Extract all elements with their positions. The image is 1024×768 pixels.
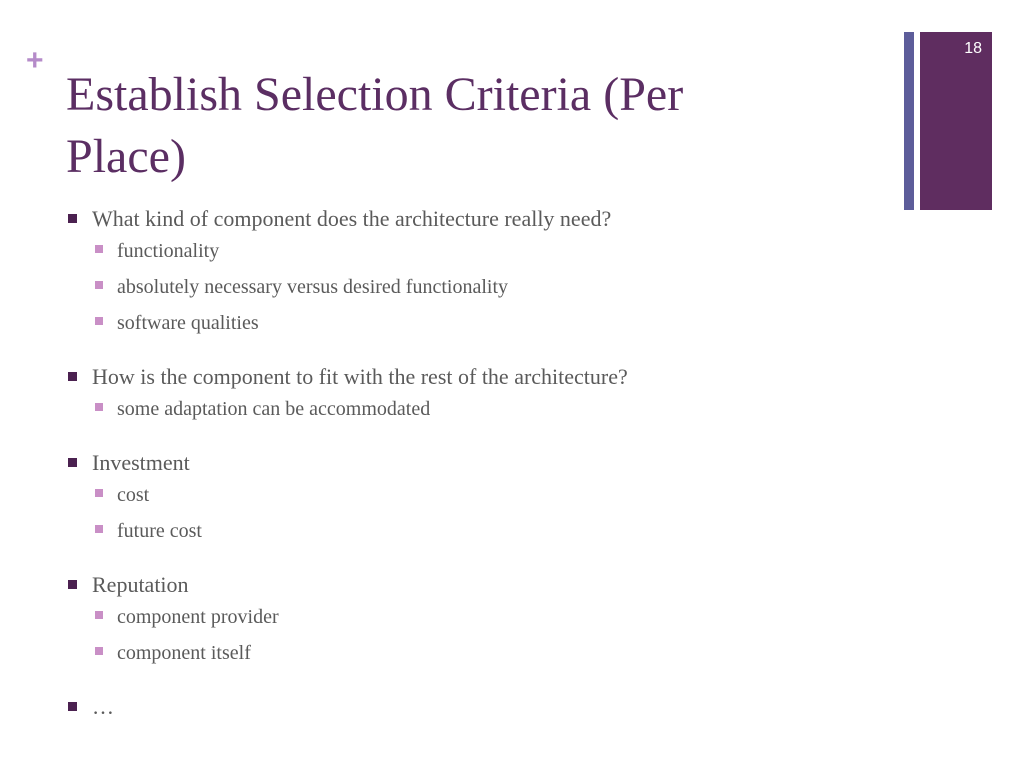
sub-bullet-text: cost — [117, 484, 150, 506]
square-bullet-icon — [95, 647, 103, 655]
sub-bullet-item — [68, 395, 898, 431]
sub-bullet-list — [68, 237, 898, 345]
bullet-item — [68, 361, 898, 393]
square-bullet-icon — [95, 611, 103, 619]
square-bullet-icon — [68, 214, 77, 223]
sub-bullet-text: absolutely necessary versus desired functionality — [117, 276, 508, 298]
square-bullet-icon — [95, 317, 103, 325]
square-bullet-icon — [68, 702, 77, 711]
bullet-group — [68, 203, 898, 345]
bullet-text: … — [92, 694, 114, 719]
sub-bullet-text: future cost — [117, 520, 202, 542]
sub-bullet-list — [68, 395, 898, 431]
square-bullet-icon — [95, 281, 103, 289]
bullet-text: How is the component to fit with the rest of the architecture? — [92, 364, 628, 389]
bullet-item — [68, 447, 898, 479]
slide-title — [66, 64, 866, 188]
sub-bullet-item — [68, 309, 898, 345]
slide-title-line-1: Establish Selection Criteria (Per — [66, 68, 684, 121]
bullet-group — [68, 447, 898, 553]
bullet-item — [68, 569, 898, 601]
square-bullet-icon — [95, 525, 103, 533]
sub-bullet-text: component provider — [117, 606, 279, 628]
sub-bullet-list — [68, 603, 898, 675]
sub-bullet-item — [68, 517, 898, 553]
accent-block — [920, 32, 992, 210]
square-bullet-icon — [95, 489, 103, 497]
sub-bullet-text: component itself — [117, 642, 251, 664]
square-bullet-icon — [95, 403, 103, 411]
square-bullet-icon — [68, 458, 77, 467]
square-bullet-icon — [95, 245, 103, 253]
sub-bullet-text: software qualities — [117, 312, 259, 334]
bullet-list — [68, 203, 898, 739]
bullet-group — [68, 691, 898, 723]
bullet-text: Reputation — [92, 572, 189, 597]
plus-icon: + — [26, 44, 44, 77]
sub-bullet-item — [68, 481, 898, 517]
bullet-text: What kind of component does the architecture really need? — [92, 206, 612, 231]
slide-number: 18 — [964, 40, 982, 57]
bullet-item — [68, 203, 898, 235]
sub-bullet-item — [68, 639, 898, 675]
bullet-text: Investment — [92, 450, 190, 475]
bullet-group — [68, 569, 898, 675]
square-bullet-icon — [68, 580, 77, 589]
sub-bullet-item — [68, 237, 898, 273]
slide-title-line-2: Place) — [66, 130, 186, 183]
accent-stripe — [904, 32, 914, 210]
sub-bullet-text: some adaptation can be accommodated — [117, 398, 431, 420]
sub-bullet-list — [68, 481, 898, 553]
sub-bullet-item — [68, 273, 898, 309]
bullet-group — [68, 361, 898, 431]
sub-bullet-text: functionality — [117, 240, 220, 262]
sub-bullet-item — [68, 603, 898, 639]
bullet-item — [68, 691, 898, 723]
square-bullet-icon — [68, 372, 77, 381]
